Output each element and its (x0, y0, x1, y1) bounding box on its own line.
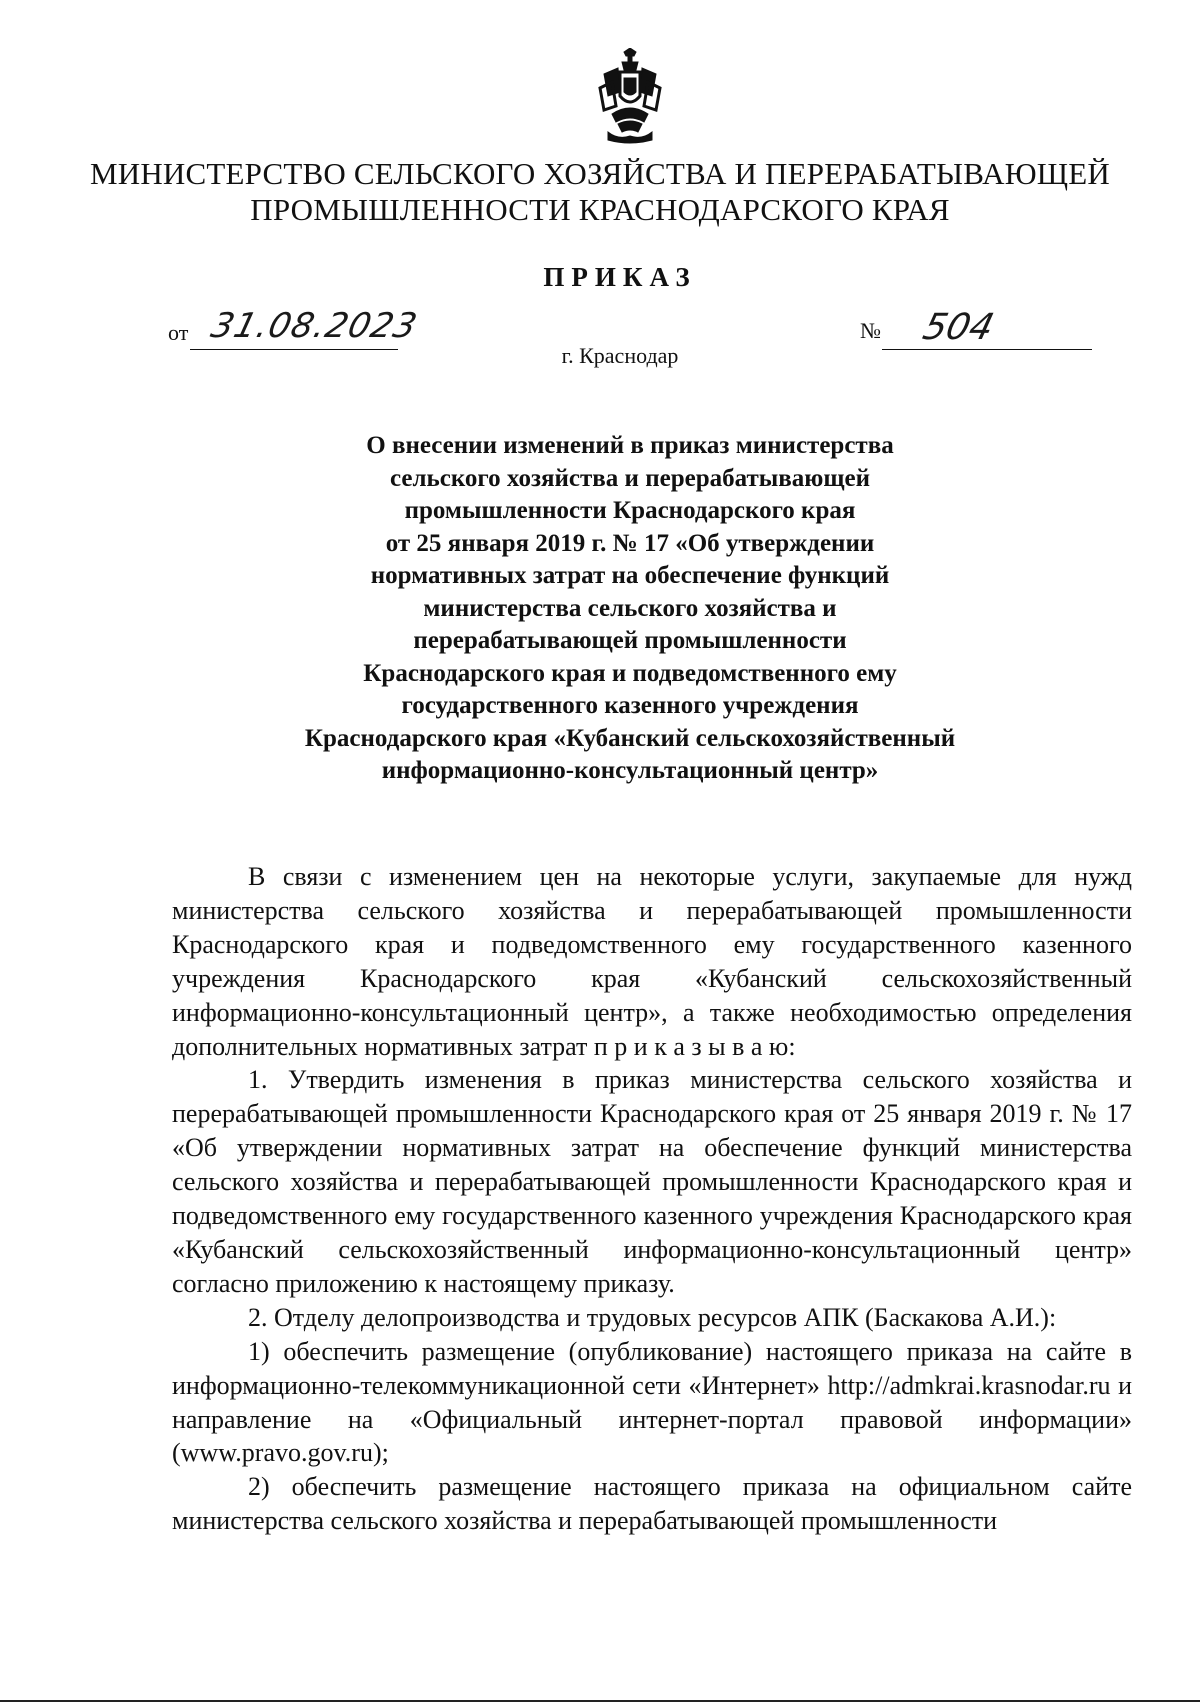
title-line: нормативных затрат на обеспечение функций (370, 562, 890, 589)
krasnodar-coat-of-arms-icon (598, 48, 662, 144)
body-paragraph-item-1: 1. Утвердить изменения в приказ министерства сельского хозяйства и перерабатывающей промышленности Краснодарского края от 25 января 2019 г. № 17 «Об утверждении нормативных затрат на обеспечение функций министерства сельского хозяйства и перерабатывающей промышленности Краснодарского края и подведомственного ему государственного казенного учреждения Краснодарского края «Кубанский сельскохозяйственный информационно-консультационный центр» согласно приложению к настоящему приказу. (172, 1065, 1132, 1298)
document-title (260, 430, 1000, 788)
title-line: О внесении изменений в приказ министерства (366, 432, 894, 459)
document-body (172, 860, 1132, 1538)
date-prefix: от (168, 320, 189, 345)
title-line: информационно-консультационный центр» (381, 757, 879, 784)
title-line: Краснодарского края и подведомственного ему (363, 659, 897, 687)
handwritten-number: 504 (918, 307, 998, 348)
title-line: сельского хозяйства и перерабатывающей (390, 464, 870, 492)
number-prefix: № (860, 318, 881, 343)
body-paragraph-subitem-2: 2) обеспечить размещение настоящего приказа на официальном сайте министерства сельского хозяйства и перерабатывающей промышленности (172, 1472, 1132, 1536)
city: г. Краснодар (561, 343, 679, 368)
handwritten-date: 31.08.2023 (207, 306, 422, 346)
ministry-name-line-2: ПРОМЫШЛЕННОСТИ КРАСНОДАРСКОГО КРАЯ (250, 192, 950, 227)
ministry-name-line-1: МИНИСТЕРСТВО СЕЛЬСКОГО ХОЗЯЙСТВА И ПЕРЕРАБАТЫВАЮЩЕЙ (89, 156, 1111, 191)
document-type: ПРИКАЗ (543, 262, 697, 292)
title-line: государственного казенного учреждения (401, 692, 859, 719)
title-line: перерабатывающей промышленности (413, 627, 847, 654)
title-line: от 25 января 2019 г. № 17 «Об утверждении (385, 529, 875, 557)
body-paragraph-preamble: В связи с изменением цен на некоторые услуги, закупаемые для нужд министерства сельского хозяйства и перерабатывающей промышленности Краснодарского края и подведомственного ему государственного казенного учреждения Краснодарского края «Кубанский сельскохозяйственный информационно-консультационный центр», а также необходимостью определения дополнительных нормативных затрат п р и к а з ы в а ю: (172, 862, 1132, 1061)
body-paragraph-subitem-1: 1) обеспечить размещение (опубликование) настоящего приказа на сайте в информационно-телекоммуникационной сети «Интернет» http://admkrai.krasnodar.ru и направление на «Официальный интернет-портал правовой информации» (www.pravo.gov.ru); (172, 1336, 1132, 1468)
page-bottom-edge (0, 1700, 1200, 1702)
title-line: министерства сельского хозяйства и (423, 594, 837, 622)
title-line: Краснодарского края «Кубанский сельскохозяйственный (304, 724, 956, 752)
title-line: промышленности Краснодарского края (404, 497, 856, 524)
body-paragraph-item-2: 2. Отделу делопроизводства и трудовых ресурсов АПК (Баскакова А.И.): (248, 1302, 1057, 1332)
